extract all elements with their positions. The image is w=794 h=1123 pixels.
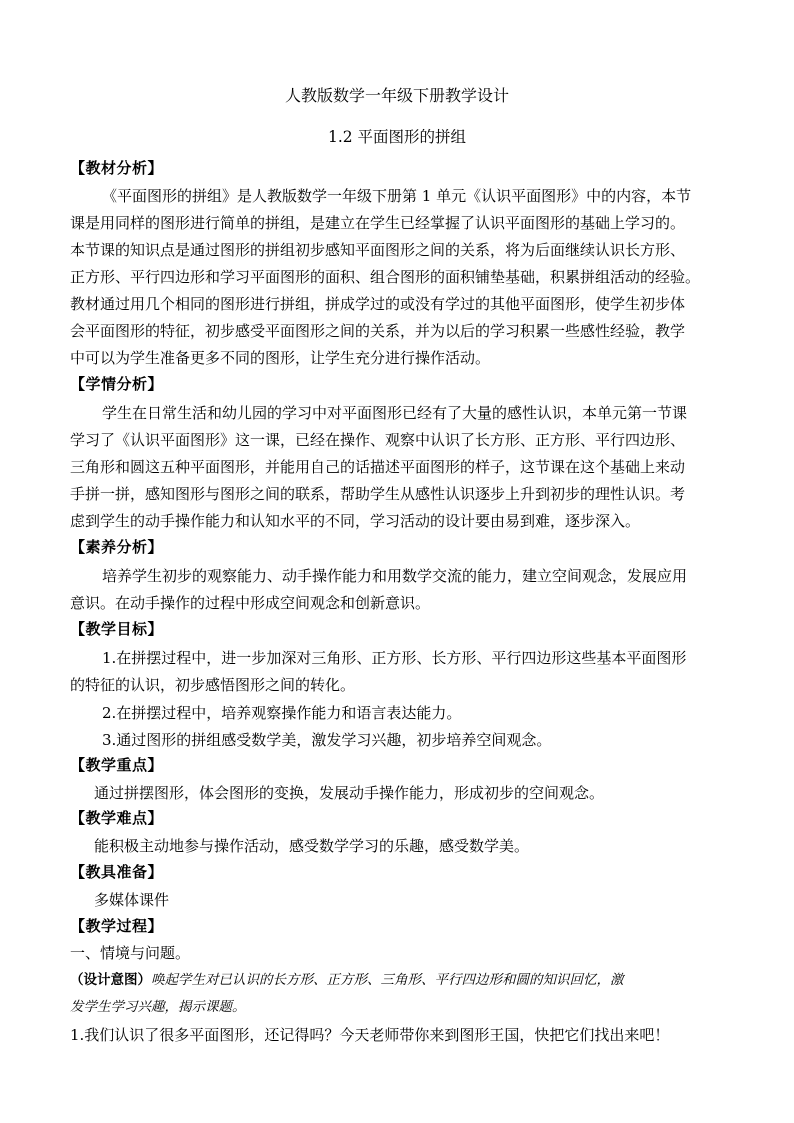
paragraph-line: 培养学生初步的观察能力、动手操作能力和用数学交流的能力，建立空间观念，发展应用 — [102, 567, 688, 585]
section-heading-key-points: 【教学重点】 — [70, 756, 164, 774]
section-heading-literacy: 【素养分析】 — [70, 538, 164, 556]
paragraph-line: 1.在拼摆过程中，进一步加深对三角形、正方形、长方形、平行四边形这些基本平面图形 — [102, 649, 687, 667]
design-intent-label: （设计意图） — [70, 972, 151, 988]
paragraph-line: 2.在拼摆过程中，培养观察操作能力和语言表达能力。 — [102, 704, 462, 722]
section-heading-goals: 【教学目标】 — [70, 620, 164, 638]
paragraph-line: 《平面图形的拼组》是人教版数学一年级下册第 1 单元《认识平面图形》中的内容，本节 — [102, 187, 692, 205]
section-heading-students: 【学情分析】 — [70, 375, 164, 393]
section-heading-difficulties: 【教学难点】 — [70, 809, 164, 827]
paragraph-line: 虑到学生的动手操作能力和认知水平的不同，学习活动的设计要由易到难，逐步深入。 — [70, 512, 641, 530]
paragraph-line: 课是用同样的图形进行简单的拼组，是建立在学生已经掌握了认识平面图形的基础上学习的。 — [70, 214, 686, 232]
design-intent-text: 唤起学生对已认识的长方形、正方形、三角形、平行四边形和圆的知识回忆，激 — [151, 972, 624, 988]
paragraph-line: 中可以为学生准备更多不同的图形，让学生充分进行操作活动。 — [70, 349, 491, 367]
process-part-one: 一、情境与问题。 — [70, 944, 191, 962]
paragraph-line: 通过拼摆图形，体会图形的变换，发展动手操作能力，形成初步的空间观念。 — [94, 784, 605, 802]
paragraph-line: 会平面图形的特征，初步感受平面图形之间的关系，并为以后的学习积累一些感性经验，教学 — [70, 322, 686, 340]
paragraph-line: 的特征的认识，初步感悟图形之间的转化。 — [70, 676, 356, 694]
paragraph-line: 学生在日常生活和幼儿园的学习中对平面图形已经有了大量的感性认识，本单元第一节课 — [102, 404, 688, 422]
paragraph-line: 三角形和圆这五种平面图形，并能用自己的话描述平面图形的样子，这节课在这个基础上来动 — [70, 458, 686, 476]
paragraph-line: 正方形、平行四边形和学习平面图形的面积、组合图形的面积铺垫基础，积累拼组活动的经验。 — [70, 268, 701, 286]
design-intent-line — [70, 971, 624, 989]
section-heading-material: 【教材分析】 — [70, 159, 164, 177]
lesson-subtitle: 1.2 平面图形的拼组 — [327, 128, 467, 146]
section-heading-tools: 【教具准备】 — [70, 863, 164, 881]
design-intent-line: 发学生学习兴趣，揭示课题。 — [70, 999, 246, 1015]
paragraph-line: 能积极主动地参与操作活动，感受数学学习的乐趣，感受数学美。 — [94, 837, 530, 855]
paragraph-line: 3.通过图形的拼组感受数学美，激发学习兴趣，初步培养空间观念。 — [102, 731, 552, 749]
section-heading-process: 【教学过程】 — [70, 917, 164, 935]
paragraph-line: 多媒体课件 — [94, 891, 170, 909]
paragraph-line: 学习了《认识平面图形》这一课，已经在操作、观察中认识了长方形、正方形、平行四边形、 — [70, 431, 686, 449]
document-title: 人教版数学一年级下册教学设计 — [284, 86, 509, 105]
paragraph-line: 教材通过用几个相同的图形进行拼组，拼成学过的或没有学过的其他平面图形，使学生初步体 — [70, 295, 686, 313]
paragraph-line: 本节课的知识点是通过图形的拼组初步感知平面图形之间的关系，将为后面继续认识长方形、 — [70, 241, 686, 259]
process-step-one: 1.我们认识了很多平面图形，还记得吗？今天老师带你来到图形王国，快把它们找出来吧！ — [70, 1026, 670, 1044]
paragraph-line: 手拼一拼，感知图形与图形之间的联系，帮助学生从感性认识逐步上升到初步的理性认识。考 — [70, 485, 686, 503]
paragraph-line: 意识。在动手操作的过程中形成空间观念和创新意识。 — [70, 594, 431, 612]
